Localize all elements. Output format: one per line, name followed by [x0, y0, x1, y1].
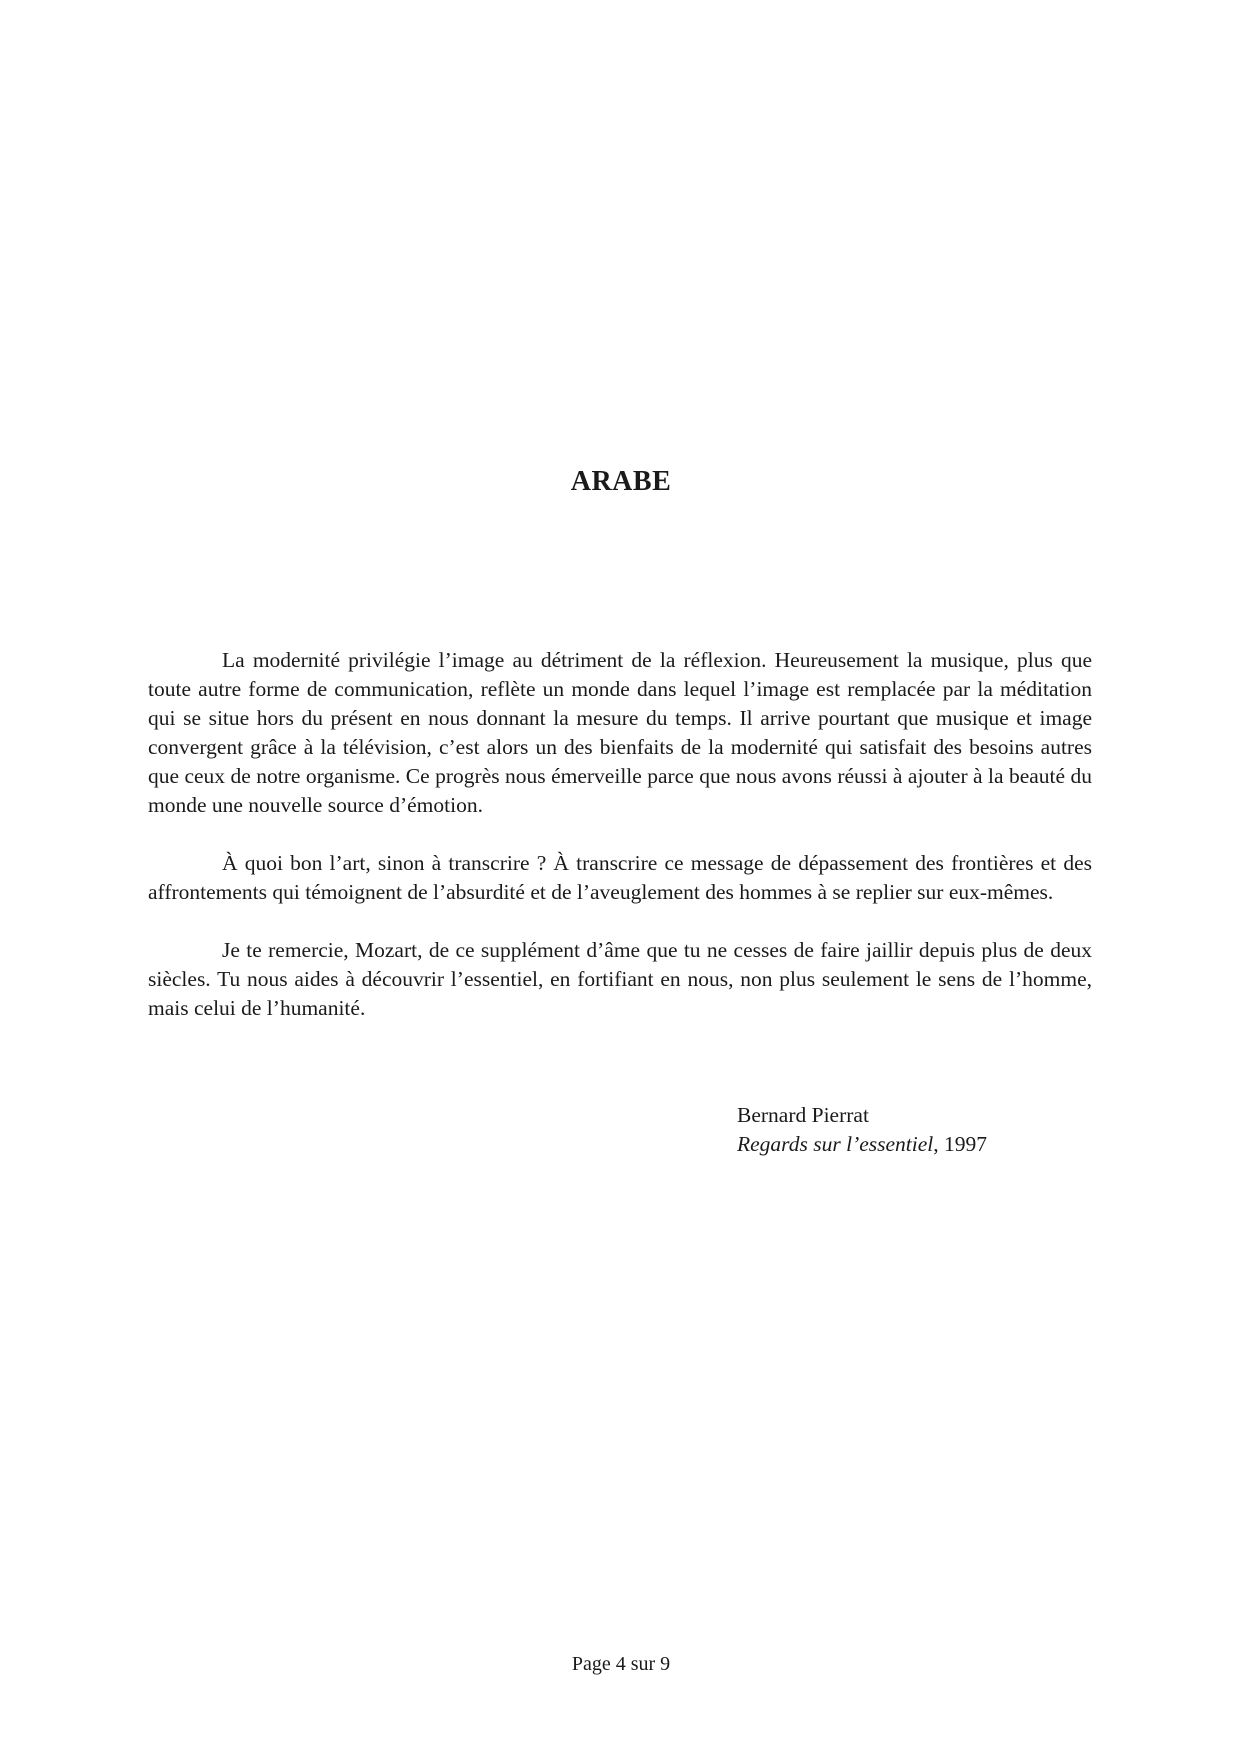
signature-work-title: Regards sur l’essentiel: [737, 1132, 934, 1156]
page-footer: Page 4 sur 9: [571, 1653, 671, 1675]
body-text: [148, 646, 1092, 1052]
signature-source: [737, 1130, 987, 1159]
paragraph-1: La modernité privilégie l’image au détriment de la réflexion. Heureusement la musique, plus que toute autre forme de communication, reflète un monde dans lequel l’image est remplacée par la méditation qui se situe hors du présent en nous donnant la mesure du temps. Il arrive pourtant que musique et image convergent grâce à la télévision, c’est alors un des bienfaits de la modernité qui satisfait des besoins autres que ceux de notre organisme. Ce progrès nous émerveille parce que nous avons réussi à ajouter à la beauté du monde une nouvelle source d’émotion.: [148, 648, 1092, 817]
signature-year: , 1997: [933, 1132, 988, 1156]
page-title: ARABE: [570, 466, 672, 497]
signature-block: [737, 1101, 987, 1159]
paragraph-2: À quoi bon l’art, sinon à transcrire ? À transcrire ce message de dépassement des frontières et des affrontements qui témoignent de l’absurdité et de l’aveuglement des hommes à se replier sur eux-mêmes.: [148, 851, 1092, 904]
signature-author: Bernard Pierrat: [737, 1103, 869, 1127]
paragraph-3: Je te remercie, Mozart, de ce supplément d’âme que tu ne cesses de faire jaillir depuis plus de deux siècles. Tu nous aides à découvrir l’essentiel, en fortifiant en nous, non plus seulement le sens de l’homme, mais celui de l’humanité.: [148, 938, 1092, 1020]
